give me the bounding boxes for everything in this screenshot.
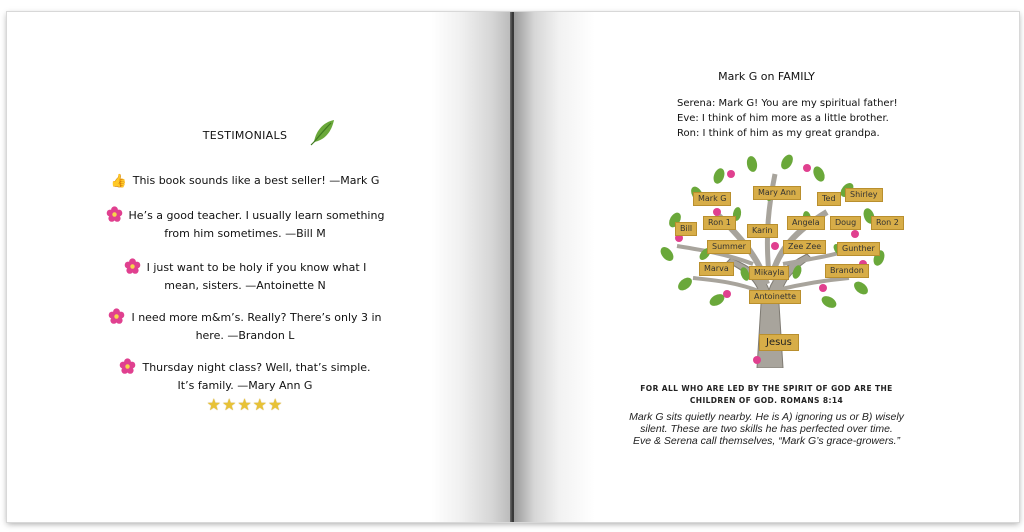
tree-name-tag: Mary Ann — [753, 186, 801, 200]
scripture-verse: FOR ALL WHO ARE LED BY THE SPIRIT OF GOD ARE THE CHILDREN OF GOD. ROMANS 8:14 — [640, 384, 893, 405]
flower-icon — [106, 206, 123, 223]
tree-name-tag: Summer — [707, 240, 751, 254]
testimonial-quote: I just want to be holy if you know what I mean, sisters. —Antoinette N — [7, 258, 483, 295]
family-title: Mark G on FAMILY — [718, 70, 815, 83]
tree-name-tag: Shirley — [845, 188, 883, 202]
tree-name-tag: Gunther — [837, 242, 880, 256]
dialogue-line: Eve: I think of him more as a little brother. — [677, 113, 889, 124]
star-rating: ★★★★★ — [206, 395, 284, 414]
tree-name-tag: Angela — [787, 216, 825, 230]
tree-root-tag: Jesus — [759, 334, 799, 351]
tree-name-tag: Antoinette — [749, 290, 801, 304]
page-footnote: Mark G sits quietly nearby. He is A) ignoring us or B) wisely silent. These are two skills he has perfected over time. Eve & Serena call themselves, “Mark G’s grace-growers.” — [629, 411, 904, 447]
tree-name-tag: Doug — [830, 216, 861, 230]
flower-icon — [119, 358, 136, 375]
testimonial-quote: I need more m&m’s. Really? There’s only 3 in here. —Brandon L — [7, 308, 483, 345]
flower-icon — [124, 258, 141, 275]
testimonial-quote: Thursday night class? Well, that’s simple. It’s family. —Mary Ann G — [7, 358, 483, 395]
testimonial-quote: 👍 This book sounds like a best seller! —Mark G — [110, 174, 380, 189]
flower-icon — [108, 308, 125, 325]
tree-name-tag: Brandon — [825, 264, 869, 278]
dialogue-block — [677, 96, 977, 141]
dialogue-line: Ron: I think of him as my great grandpa. — [677, 128, 880, 139]
tree-name-tag: Ron 1 — [703, 216, 736, 230]
tree-name-tag: Ron 2 — [871, 216, 904, 230]
left-page — [7, 12, 512, 522]
tree-name-tag: Karin — [747, 224, 778, 238]
testimonial-quote: He’s a good teacher. I usually learn something from him sometimes. —Bill M — [7, 206, 483, 243]
open-book — [7, 12, 1019, 522]
tree-name-tag: Marva — [699, 262, 734, 276]
right-page — [514, 12, 1019, 522]
tree-name-tag: Bill — [675, 222, 697, 236]
thumbs-up-icon: 👍 — [110, 174, 127, 189]
tree-name-tag: Ted — [817, 192, 841, 206]
tree-name-tag: Mikayla — [749, 266, 789, 280]
dialogue-line: Serena: Mark G! You are my spiritual father! — [677, 98, 898, 109]
tree-name-tag: Mark G — [693, 192, 731, 206]
family-tree — [657, 154, 899, 368]
tree-name-tag: Zee Zee — [783, 240, 826, 254]
leaf-icon — [310, 118, 336, 146]
testimonials-title: TESTIMONIALS — [202, 129, 288, 142]
